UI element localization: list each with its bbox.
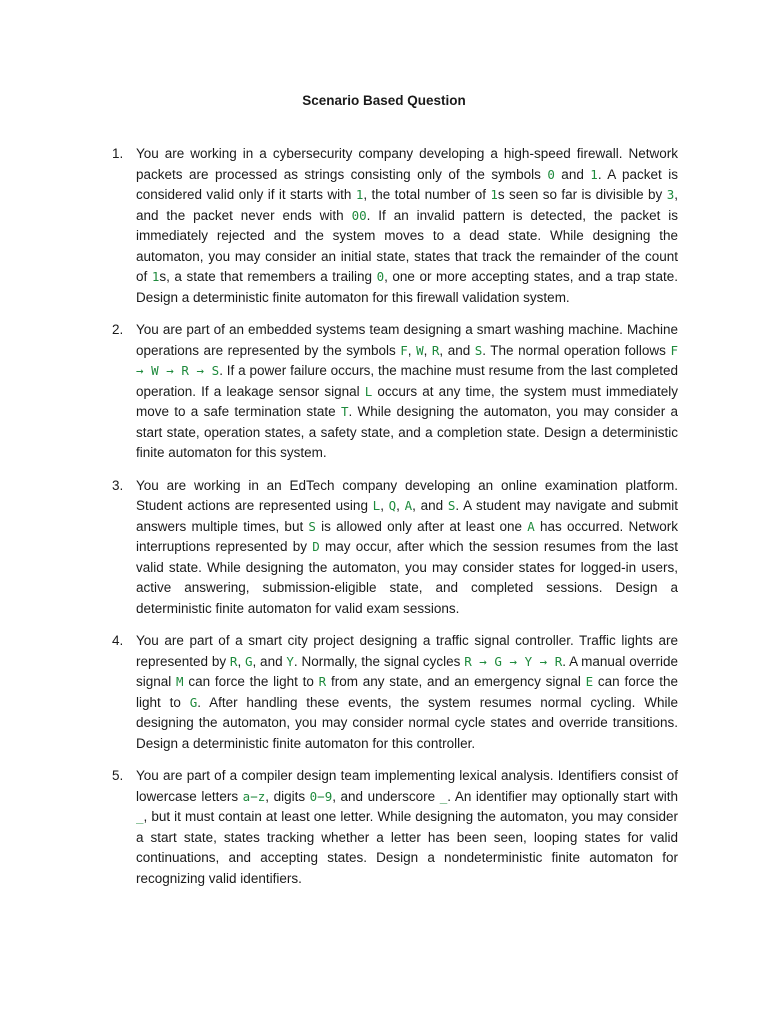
code-symbol: 1 [490,187,498,202]
text-segment: . A student may navigate and submit answers multiple times, but [136,498,678,534]
text-segment: You are working in an EdTech company developing an online examination platform. Student actions are represented using [136,477,678,513]
text-segment: You are working in a cybersecurity company developing a high-speed firewall. Network packets are processed as strings consisting only of the symbols [136,146,678,182]
text-segment: has occurred. Network interruptions represented by [136,518,679,554]
code-symbol: F → W → R → S [136,342,678,378]
code-symbol: Q [388,498,397,513]
code-symbol: S [447,498,456,513]
question-number: 1. [112,146,124,161]
code-symbol: T [340,404,349,419]
question-number: 2. [112,322,124,337]
text-segment: , digits [265,788,310,804]
code-symbol: E [585,674,594,689]
text-segment: , one or more accepting states, and a trap state. Design a deterministic finite automaton for this firewall validation system. [136,269,679,305]
text-segment: , [237,653,245,669]
code-symbol: G [189,694,198,710]
text-segment: , and the packet never ends with [136,187,678,223]
code-symbol: W [416,342,424,358]
text-segment: , [423,342,432,358]
question-item [112,631,678,754]
question-number: 5. [112,768,124,783]
code-symbol: 1 [590,166,598,182]
code-symbol: A [404,498,413,513]
text-segment: from any state, and an emergency signal [326,674,586,689]
code-symbol: A [527,518,535,534]
text-segment: occurs at any time, the system must immediately move to a safe termination state [136,383,678,419]
code-symbol: R → G → Y → R [464,653,563,669]
code-symbol: M [176,674,184,689]
text-segment: can force the light to [183,674,319,689]
text-segment: , [396,498,405,513]
code-symbol: L [364,383,373,399]
text-segment: and [554,166,591,182]
text-segment: , and [412,498,448,513]
text-segment: is allowed only after at least one [315,518,528,534]
code-symbol: Y [286,653,294,669]
text-segment: , the total number of [363,187,491,202]
question-text [136,476,678,620]
question-item [112,144,678,308]
question-text [136,144,678,308]
code-symbol: 1 [355,187,364,202]
text-segment: . A packet is considered valid only if it starts with [136,166,679,202]
code-symbol: R [318,674,327,689]
text-segment: . An identifier may optionally start with [447,788,678,804]
question-number: 3. [112,477,124,493]
text-segment: , and underscore [332,788,440,804]
text-segment: . If a power failure occurs, the machine must resume from the last completed operation. If a leakage sensor signal [136,363,678,399]
text-segment: . A manual override signal [136,653,678,689]
text-segment: . After handling these events, the system resumes normal cycling. While designing the automaton, you may consider normal cycle states and override transitions. Design a deterministic finite automaton for this controller. [136,694,678,751]
question-item [112,320,678,464]
code-symbol: L [372,498,381,513]
code-symbol: 3 [666,187,675,202]
text-segment: , and [252,653,287,669]
question-text [136,320,678,464]
code-symbol: 0−9 [309,788,333,804]
text-segment: , but it must contain at least one letter. While designing the automaton, you may consider a start state, states tracking whether a letter has been seen, looping states for valid continuations, and accepting states. Design a nondeterministic finite automaton for recognizing valid identifiers. [136,809,678,886]
text-segment: . While designing the automaton, you may consider a start state, operation states, a safety state, and a completion state. Design a deterministic finite automaton for this system. [136,404,678,460]
code-symbol: F [400,342,408,358]
text-segment: You are part of a compiler design team implementing lexical analysis. Identifiers consist of lowercase letters [136,768,678,804]
text-segment: , [407,342,417,358]
code-symbol: 0 [376,269,385,284]
text-segment: s, a state that remembers a trailing [159,269,377,284]
question-text [136,766,678,889]
code-symbol: _ [136,809,144,824]
text-segment: . Normally, the signal cycles [293,653,465,669]
code-symbol: 0 [547,166,555,182]
page-title: Scenario Based Question [302,93,466,108]
text-segment: You are part of a smart city project designing a traffic signal controller. Traffic lights are represented by [136,633,678,669]
text-segment: . If an invalid pattern is detected, the packet is immediately rejected and the system moves to a dead state. While designing the automaton, you may consider an initial state, states that track the remainder of the count of [136,207,678,284]
code-symbol: S [474,342,483,358]
code-symbol: a−z [242,788,266,804]
question-text [136,631,678,754]
code-symbol: R [431,342,440,358]
text-segment: can force the light to [136,674,678,710]
text-segment: , [380,498,389,513]
question-list [112,144,678,901]
text-segment: , and [439,342,475,358]
code-symbol: 1 [151,269,160,284]
code-symbol: R [229,653,238,669]
code-symbol: _ [439,788,448,804]
text-segment: may occur, after which the session resumes from the last valid state. While designing the automaton, you may consider states for logged-in users, active answering, submission-eligible state, and completed sessions. Design a deterministic finite automaton for valid exam sessions. [136,539,678,616]
code-symbol: G [244,653,253,669]
code-symbol: 00 [351,207,367,223]
text-segment: s seen so far is divisible by [497,187,667,202]
question-number: 4. [112,633,124,648]
question-item [112,476,678,620]
code-symbol: S [308,518,316,534]
text-segment: . The normal operation follows [482,342,671,358]
code-symbol: D [312,539,320,554]
question-item [112,766,678,889]
text-segment: You are part of an embedded systems team designing a smart washing machine. Machine operations are represented by the symbols [136,322,678,358]
